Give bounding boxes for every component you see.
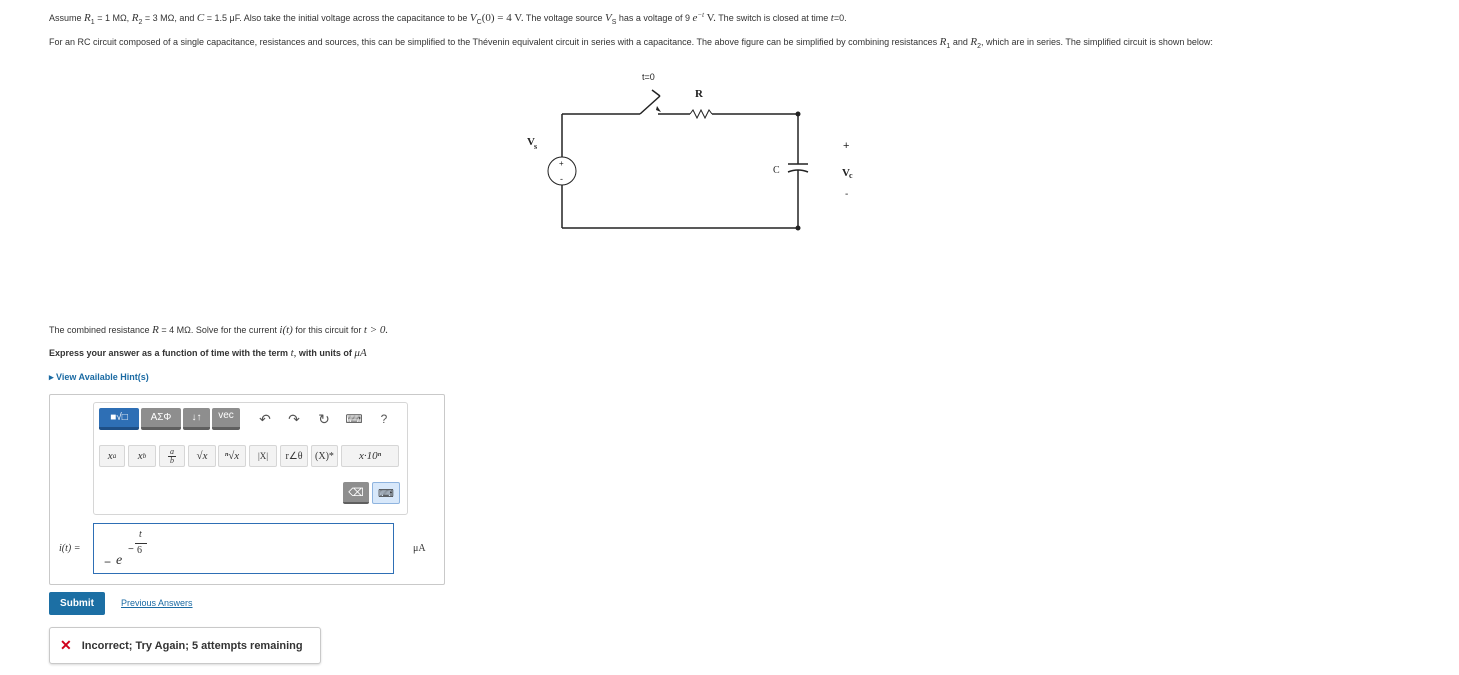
sub: C [476,18,482,26]
subscript-icon: x [137,450,143,462]
feedback-box [49,627,321,664]
sqrt-button[interactable] [188,445,216,467]
sub: b [142,452,147,460]
text: for this circuit for [295,325,362,335]
resistor [690,110,712,118]
source-sub: s [534,142,538,151]
submit-label: Submit [60,598,94,609]
vc-label: V [842,167,850,179]
scientific-notation-button[interactable] [341,445,399,467]
feedback-text: Incorrect; Try Again; 5 attempts remaining [81,639,303,652]
answer-exp-numerator: t [139,529,142,540]
redo-button[interactable] [285,408,303,430]
nthroot-icon: ⁿ√x [224,450,240,462]
math-r: R [152,324,159,336]
undo-icon: ↶ [259,410,271,427]
sub: 2 [138,18,143,26]
submit-button[interactable] [49,592,105,615]
previous-answers-link[interactable]: Previous Answers [121,598,193,608]
answer-fraction-bar [135,543,147,544]
polar-button[interactable] [280,445,308,467]
fraction-icon: a [170,446,174,456]
keyboard-icon: ⌨ [378,487,394,500]
math-r1: R [939,36,947,48]
reset-button[interactable] [315,408,333,430]
keyboard-button[interactable] [344,408,364,430]
sup: a [112,452,117,460]
answer-e: e [116,553,123,568]
templates-icon: ■√□ [110,412,128,423]
exp: −t [697,11,705,19]
cap-label: C [773,165,780,176]
polar-icon: r∠θ [285,450,303,462]
math-vc: V [469,12,477,24]
node-dot [796,226,801,231]
backspace-button[interactable] [343,482,369,504]
math-t: t, [290,347,297,359]
text: The voltage source [525,13,603,23]
templates-button[interactable] [99,408,139,430]
keyboard-toggle-button[interactable] [372,482,400,504]
text: Also take the initial voltage across the capacitance to be [243,13,468,23]
superscript-button[interactable] [99,445,125,467]
math-r1: R [84,12,91,24]
text: with units of [298,348,352,358]
abs-icon: |X| [257,451,269,461]
r2-value: = 3 MΩ, [144,13,177,23]
conjugate-icon: (X)* [315,450,334,462]
help-button[interactable] [376,408,392,430]
subscript-button[interactable] [128,445,156,467]
t-value: =0. [833,13,847,23]
conjugate-button[interactable] [311,445,338,467]
combined-resistance-text [49,324,388,336]
abs-button[interactable] [249,445,277,467]
vc-minus: - [845,189,849,200]
answer-minus: − [104,555,112,569]
vec-button[interactable] [212,408,240,430]
greek-button[interactable] [141,408,181,430]
math-cond: t > 0. [363,324,389,336]
switch-tick [652,90,660,96]
vec-icon: vec [218,410,234,421]
fraction-button[interactable] [159,445,185,467]
problem-line-1 [49,11,847,26]
text: and [179,13,195,23]
text: Solve for the current [195,325,277,335]
math-vs: V [604,12,612,24]
text: The switch is closed at time [718,13,829,23]
switch-arm [640,96,660,114]
answer-exp-denominator: 6 [137,545,142,556]
answer-unit: μA [413,543,426,554]
unit: μA [354,347,367,359]
node-dot [796,112,801,117]
reset-icon: ↻ [318,410,330,427]
c-value: = 1.5 μF. [206,13,242,23]
math-c: C [196,12,205,24]
redo-icon: ↷ [288,410,300,427]
fraction-bottom: b [170,455,174,465]
text: For an RC circuit composed of a single capacitance, resistances and sources, this can be simplified to the Thévenin equivalent circuit in series with a capacitance. The above figure can be simplified by combining resistances [49,37,938,47]
scientific-icon: x·10ⁿ [358,450,382,462]
math-it: i(t) [279,324,293,336]
superscript-icon: x [107,450,113,462]
arrows-icon: ↓↑ [191,412,202,423]
text: and [952,37,968,47]
answer-exp-minus: − [128,544,134,555]
vc0-value: (0) = 4 V. [481,12,524,24]
backspace-icon: ⌫ [348,486,364,499]
math-r2: R [970,36,978,48]
sub: 1 [946,42,951,50]
text: Express your answer as a function of time with the term [49,348,289,358]
r1-value: = 1 MΩ, [97,13,130,23]
problem-line-2 [49,36,1213,50]
unit: V. [706,12,716,24]
answer-label-text: i(t) = [59,543,81,554]
view-hints-link[interactable]: ▸ View Available Hint(s) [49,372,149,382]
source-plus: + [559,159,564,168]
sub: 2 [977,42,981,50]
r-value: = 4 MΩ. [161,325,194,335]
greek-icon: ΑΣΦ [150,412,172,423]
answer-label [59,543,80,554]
math-e: e [692,12,698,24]
text: The combined resistance [49,325,150,335]
math-r2: R [131,12,139,24]
undo-button[interactable] [256,408,274,430]
text: , which are in series. The simplified circuit is shown below: [981,37,1213,47]
source-label: V [527,136,535,148]
nthroot-button[interactable] [218,445,246,467]
vc-sub: c [849,171,853,180]
express-instruction [49,347,367,359]
arrows-button[interactable] [183,408,210,430]
switch-label: t=0 [642,72,655,82]
sub: S [611,18,617,26]
text: Assume [49,13,82,23]
resistor-label: R [695,88,703,100]
math-t: t [830,12,834,24]
vc-plus: + [843,140,850,152]
source-minus: - [560,174,563,184]
switch-arrow [656,106,661,112]
sub: 1 [90,18,95,26]
answer-input[interactable] [93,523,394,574]
text: has a voltage of 9 [618,13,690,23]
circuit-diagram [520,68,870,238]
sqrt-icon: √x [196,450,208,462]
error-icon: ✕ [60,637,72,653]
keyboard-icon: ⌨ [345,412,363,426]
help-icon: ? [380,412,388,426]
